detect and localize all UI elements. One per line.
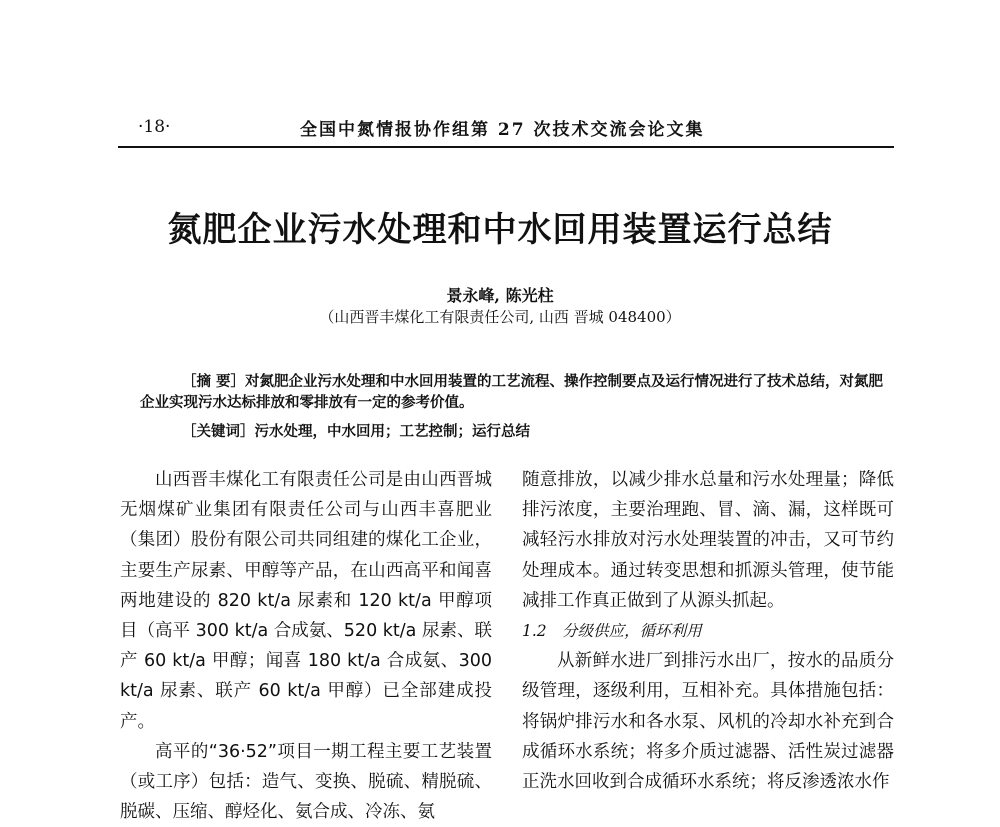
page-number: ·18· bbox=[138, 117, 171, 137]
body-paragraph: 从新鲜水进厂到排污水出厂，按水的品质分级管理，逐级利用，互相补充。具体措施包括：将锅炉排污水和各水泵、风机的冷却水补充到合成循环水系统；将多介质过滤器、活性炭过滤器正洗水回收到合成循环水系统；将反渗透浓水作 bbox=[522, 651, 894, 793]
body-column-right bbox=[522, 465, 894, 797]
body-paragraph: 山西晋丰煤化工有限责任公司是由山西晋城无烟煤矿业集团有限责任公司与山西丰喜肥业（集团）股份有限公司共同组建的煤化工企业，主要生产尿素、甲醇等产品，在山西高平和闻喜两地建设的 820 kt/a 尿素和 120 kt/a 甲醇项目（高平 300 kt/a 合成氨、520 kt/a 尿素、联产 60 kt/a 甲醇；闻喜 180 kt/a 合成氨、300 kt/a 尿素、联产 60 kt/a 甲醇）已全部建成投产。 bbox=[120, 470, 492, 732]
abstract: ［摘 要］对氮肥企业污水处理和中水回用装置的工艺流程、操作控制要点及运行情况进行了技术总结，对氮肥企业实现污水达标排放和零排放有一定的参考价值。 bbox=[140, 373, 884, 411]
section-heading: 1.2 分级供应，循环利用 bbox=[522, 622, 702, 641]
header-rule bbox=[118, 146, 894, 148]
article-title: 氮肥企业污水处理和中水回用装置运行总结 bbox=[167, 210, 833, 250]
affiliation: （山西晋丰煤化工有限责任公司, 山西 晋城 048400） bbox=[319, 308, 681, 326]
body-paragraph: 随意排放，以减少排水总量和污水处理量；降低排污浓度，主要治理跑、冒、滴、漏，这样既可减轻污水排放对污水处理装置的冲击，又可节约处理成本。通过转变思想和抓源头管理，使节能减排工作真正做到了从源头抓起。 bbox=[522, 470, 894, 611]
body-paragraph: 高平的“36·52”项目一期工程主要工艺装置（或工序）包括：造气、变换、脱硫、精脱硫、脱碳、压缩、醇烃化、氨合成、冷冻、氨 bbox=[120, 741, 492, 823]
body-column-left bbox=[120, 465, 492, 827]
keywords: ［关键词］污水处理，中水回用；工艺控制；运行总结 bbox=[182, 423, 530, 440]
authors: 景永峰, 陈光柱 bbox=[446, 286, 554, 305]
running-header: 全国中氮情报协作组第 27 次技术交流会论文集 bbox=[300, 120, 705, 140]
